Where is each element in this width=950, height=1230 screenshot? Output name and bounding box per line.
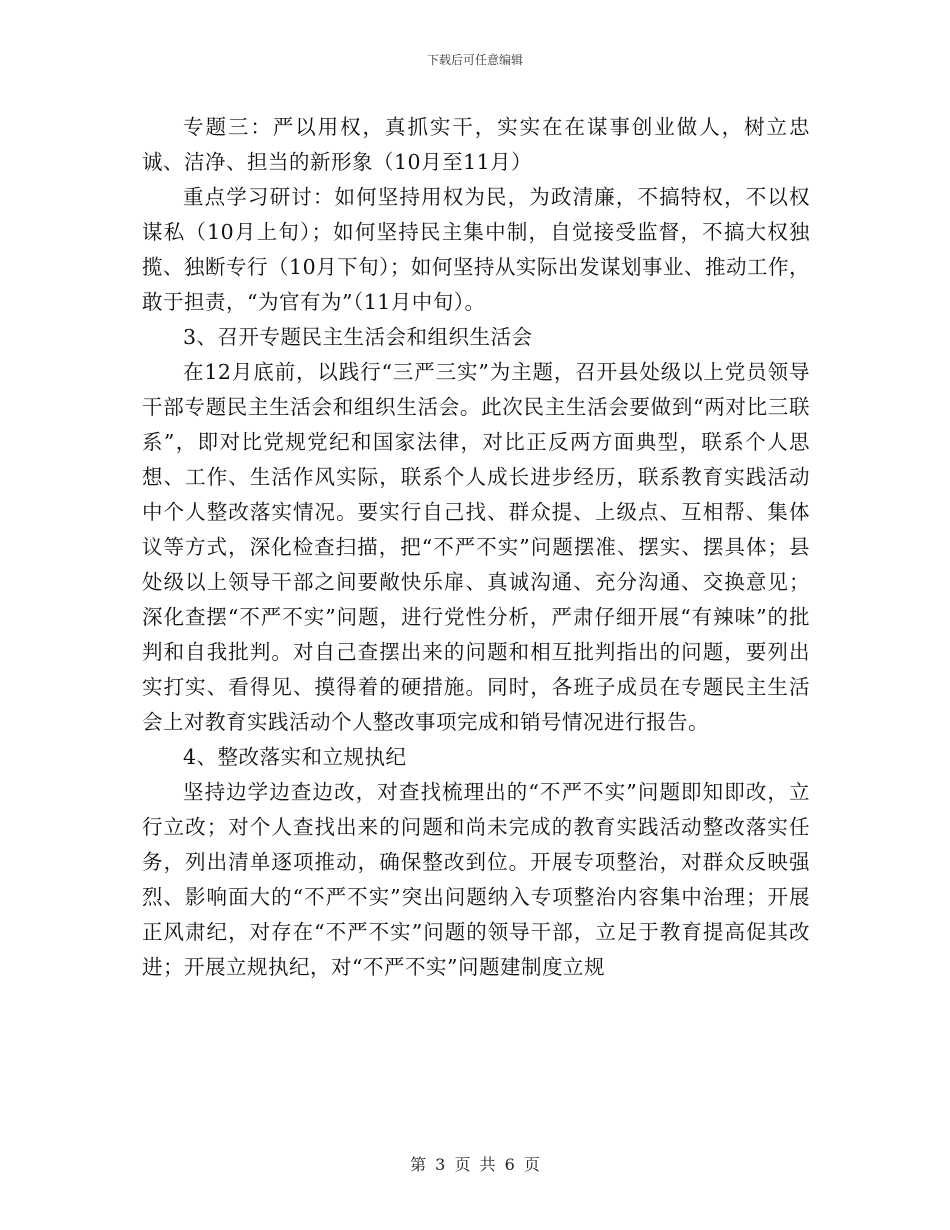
page-header: 下载后可任意编辑: [426, 53, 523, 67]
section-4-heading: 4、整改落实和立规执纪: [183, 745, 407, 769]
page-number-footer: 第 3 页 共 6 页: [410, 1155, 540, 1174]
rectification-paragraph: 坚持边学边查边改，对查找梳理出的“不严不实”问题即知即改，立行立改；对个人查找出来的问题和尚未完成的教育实践活动整改落实任务，列出清单逐项推动，确保整改到位。开展专项整治，对群众反映强烈、影响面大的“不严不实”突出问题纳入专项整治内容集中治理；开展正风肃纪，对存在“不严不实”问题的领导干部，立足于教育提高促其改进；开展立规执纪，对“不严不实”问题建制度立规: [142, 780, 810, 979]
document-body: [142, 110, 810, 985]
section-3-heading: 3、召开专题民主生活会和组织生活会: [183, 325, 533, 349]
study-discussion-paragraph: 重点学习研讨：如何坚持用权为民，为政清廉，不搞特权，不以权谋私（10月上旬）；如何坚持民主集中制，自觉接受监督，不搞大权独揽、独断专行（10月下旬）；如何坚持从实际出发谋划事业、推动工作，敢于担责，“为官有为”（11月中旬）。: [142, 185, 810, 314]
topic-three-heading: 专题三：严以用权，真抓实干，实实在在谋事创业做人，树立忠诚、洁净、担当的新形象（10月至11月）: [142, 115, 810, 174]
democratic-life-meeting-paragraph: 在12月底前，以践行“三严三实”为主题，召开县处级以上党员领导干部专题民主生活会和组织生活会。此次民主生活会要做到“两对比三联系”，即对比党规党纪和国家法律，对比正反两方面典型，联系个人思想、工作、生活作风实际，联系个人成长进步经历，联系教育实践活动中个人整改落实情况。要实行自己找、群众提、上级点、互相帮、集体议等方式，深化检查扫描，把“不严不实”问题摆准、摆实、摆具体；县处级以上领导干部之间要敞快乐扉、真诚沟通、充分沟通、交换意见；深化查摆“不严不实”问题，进行党性分析，严肃仔细开展“有辣味”的批判和自我批判。对自己查摆出来的问题和相互批判指出的问题，要列出实打实、看得见、摸得着的硬措施。同时，各班子成员在专题民主生活会上对教育实践活动个人整改事项完成和销号情况进行报告。: [142, 360, 810, 734]
